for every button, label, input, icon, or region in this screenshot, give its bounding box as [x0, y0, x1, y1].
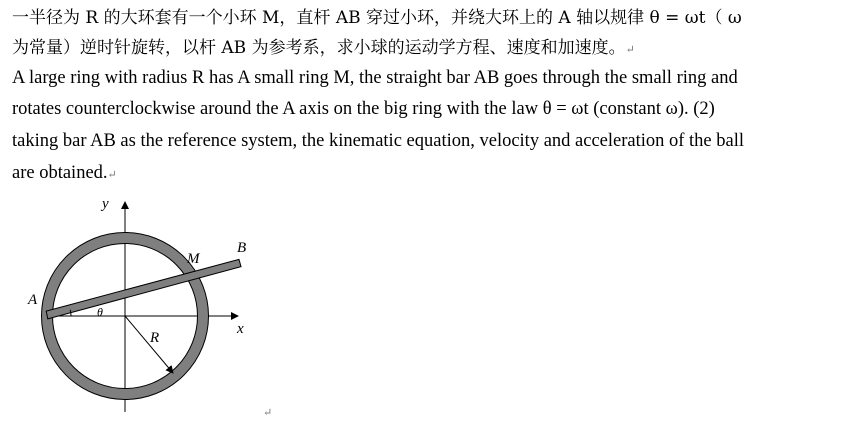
theta-arc	[70, 310, 71, 316]
problem-zh-line-1: 一半径为 R 的大环套有一个小环 M，直杆 AB 穿过小环，并绕大环上的 A 轴以规律 θ = ωt（ ω	[12, 8, 742, 28]
radius-arrow	[125, 316, 173, 373]
return-mark: ↵	[263, 406, 273, 419]
problem-en-line-4-wrap	[12, 163, 117, 184]
label-theta: θ	[97, 305, 103, 319]
ring-bar-diagram	[20, 190, 280, 420]
problem-en-line-3: taking bar AB as the reference system, the kinematic equation, velocity and acceleration of the ball	[12, 131, 745, 151]
bar-AB	[46, 259, 241, 319]
problem-en-line-2: rotates counterclockwise around the A axis on the big ring with the law θ = ωt (constant ω). (2)	[12, 99, 715, 119]
problem-zh-line-2: 为常量）逆时针旋转，以杆 AB 为参考系，求小球的运动学方程、速度和加速度。	[12, 38, 626, 58]
problem-en-line-4: are obtained.	[12, 163, 108, 183]
label-M: M	[187, 251, 200, 267]
label-x: x	[237, 321, 244, 337]
return-mark: ↵	[625, 43, 635, 56]
problem-en-line-1: A large ring with radius R has A small ring M, the straight bar AB goes through the small ring and	[12, 68, 738, 88]
problem-zh-line-2-wrap	[12, 33, 635, 58]
label-y: y	[102, 196, 109, 212]
label-R: R	[150, 330, 160, 346]
label-A: A	[28, 292, 38, 308]
return-mark: ↵	[107, 169, 117, 181]
label-B: B	[237, 240, 247, 256]
